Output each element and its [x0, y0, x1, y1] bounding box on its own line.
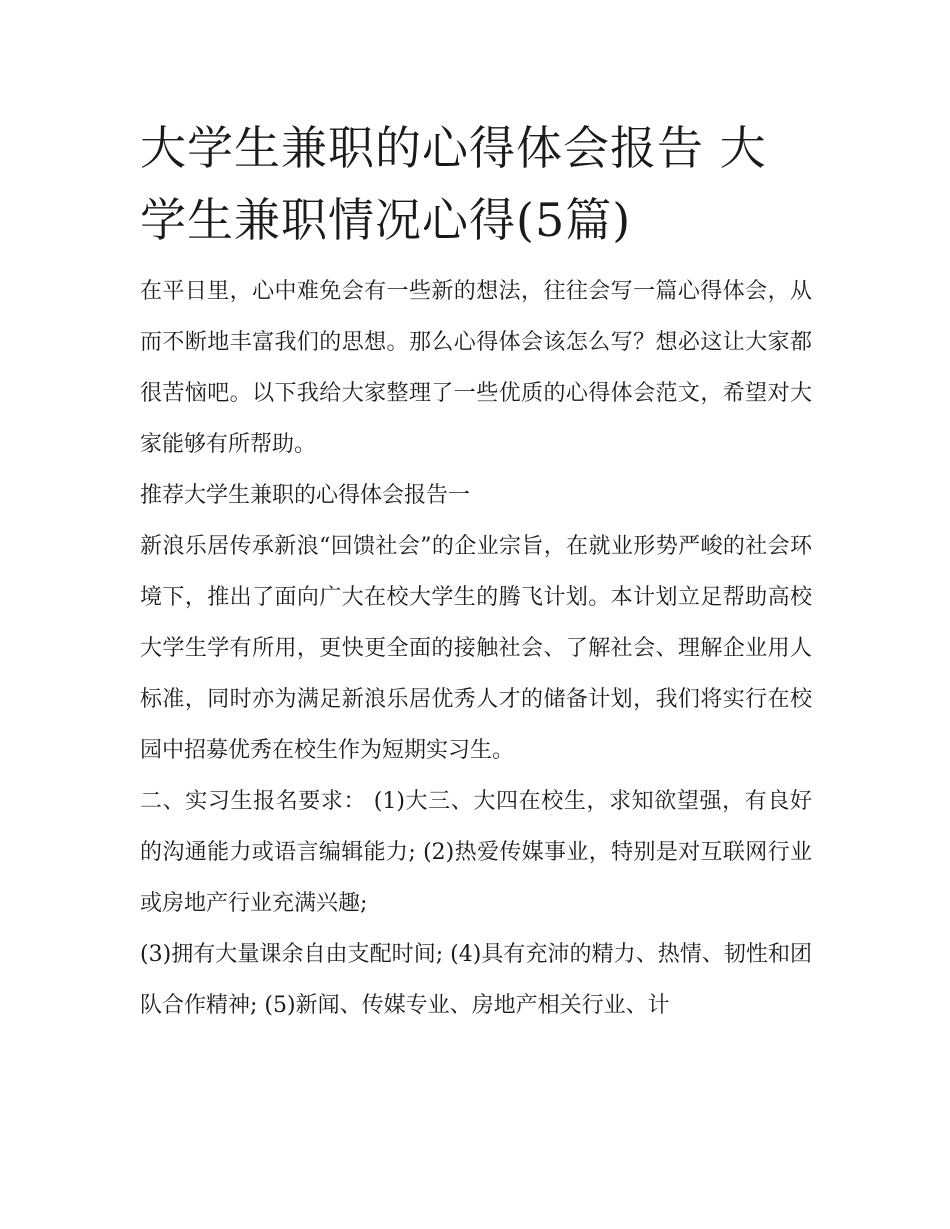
requirements-paragraph-continued: (3)拥有大量课余自由支配时间; (4)具有充沛的精力、热情、韧性和团队合作精神; (5)新闻、传媒专业、房地产相关行业、计 [140, 942, 812, 1018]
requirements-paragraph: 二、实习生报名要求： (1)大三、大四在校生，求知欲望强，有良好的沟通能力或语言编辑能力; (2)热爱传媒事业，特别是对互联网行业或房地产行业充满兴趣; [140, 789, 812, 916]
body-paragraph: 新浪乐居传承新浪“回馈社会”的企业宗旨，在就业形势严峻的社会环境下，推出了面向广大在校大学生的腾飞计划。本计划立足帮助高校大学生学有所用，更快更全面的接触社会、了解社会、理解企业用人标准，同时亦为满足新浪乐居优秀人才的储备计划，我们将实行在校园中招募优秀在校生作为短期实习生。 [140, 534, 812, 763]
intro-paragraph: 在平日里，心中难免会有一些新的想法，往往会写一篇心得体会，从而不断地丰富我们的思想。那么心得体会该怎么写？想必这让大家都很苦恼吧。以下我给大家整理了一些优质的心得体会范文，希望对大家能够有所帮助。 [140, 279, 812, 457]
document-page [140, 112, 812, 1031]
document-title: 大学生兼职的心得体会报告 大学生兼职情况心得(5篇) [140, 121, 767, 247]
section-heading: 推荐大学生兼职的心得体会报告一 [140, 483, 471, 508]
